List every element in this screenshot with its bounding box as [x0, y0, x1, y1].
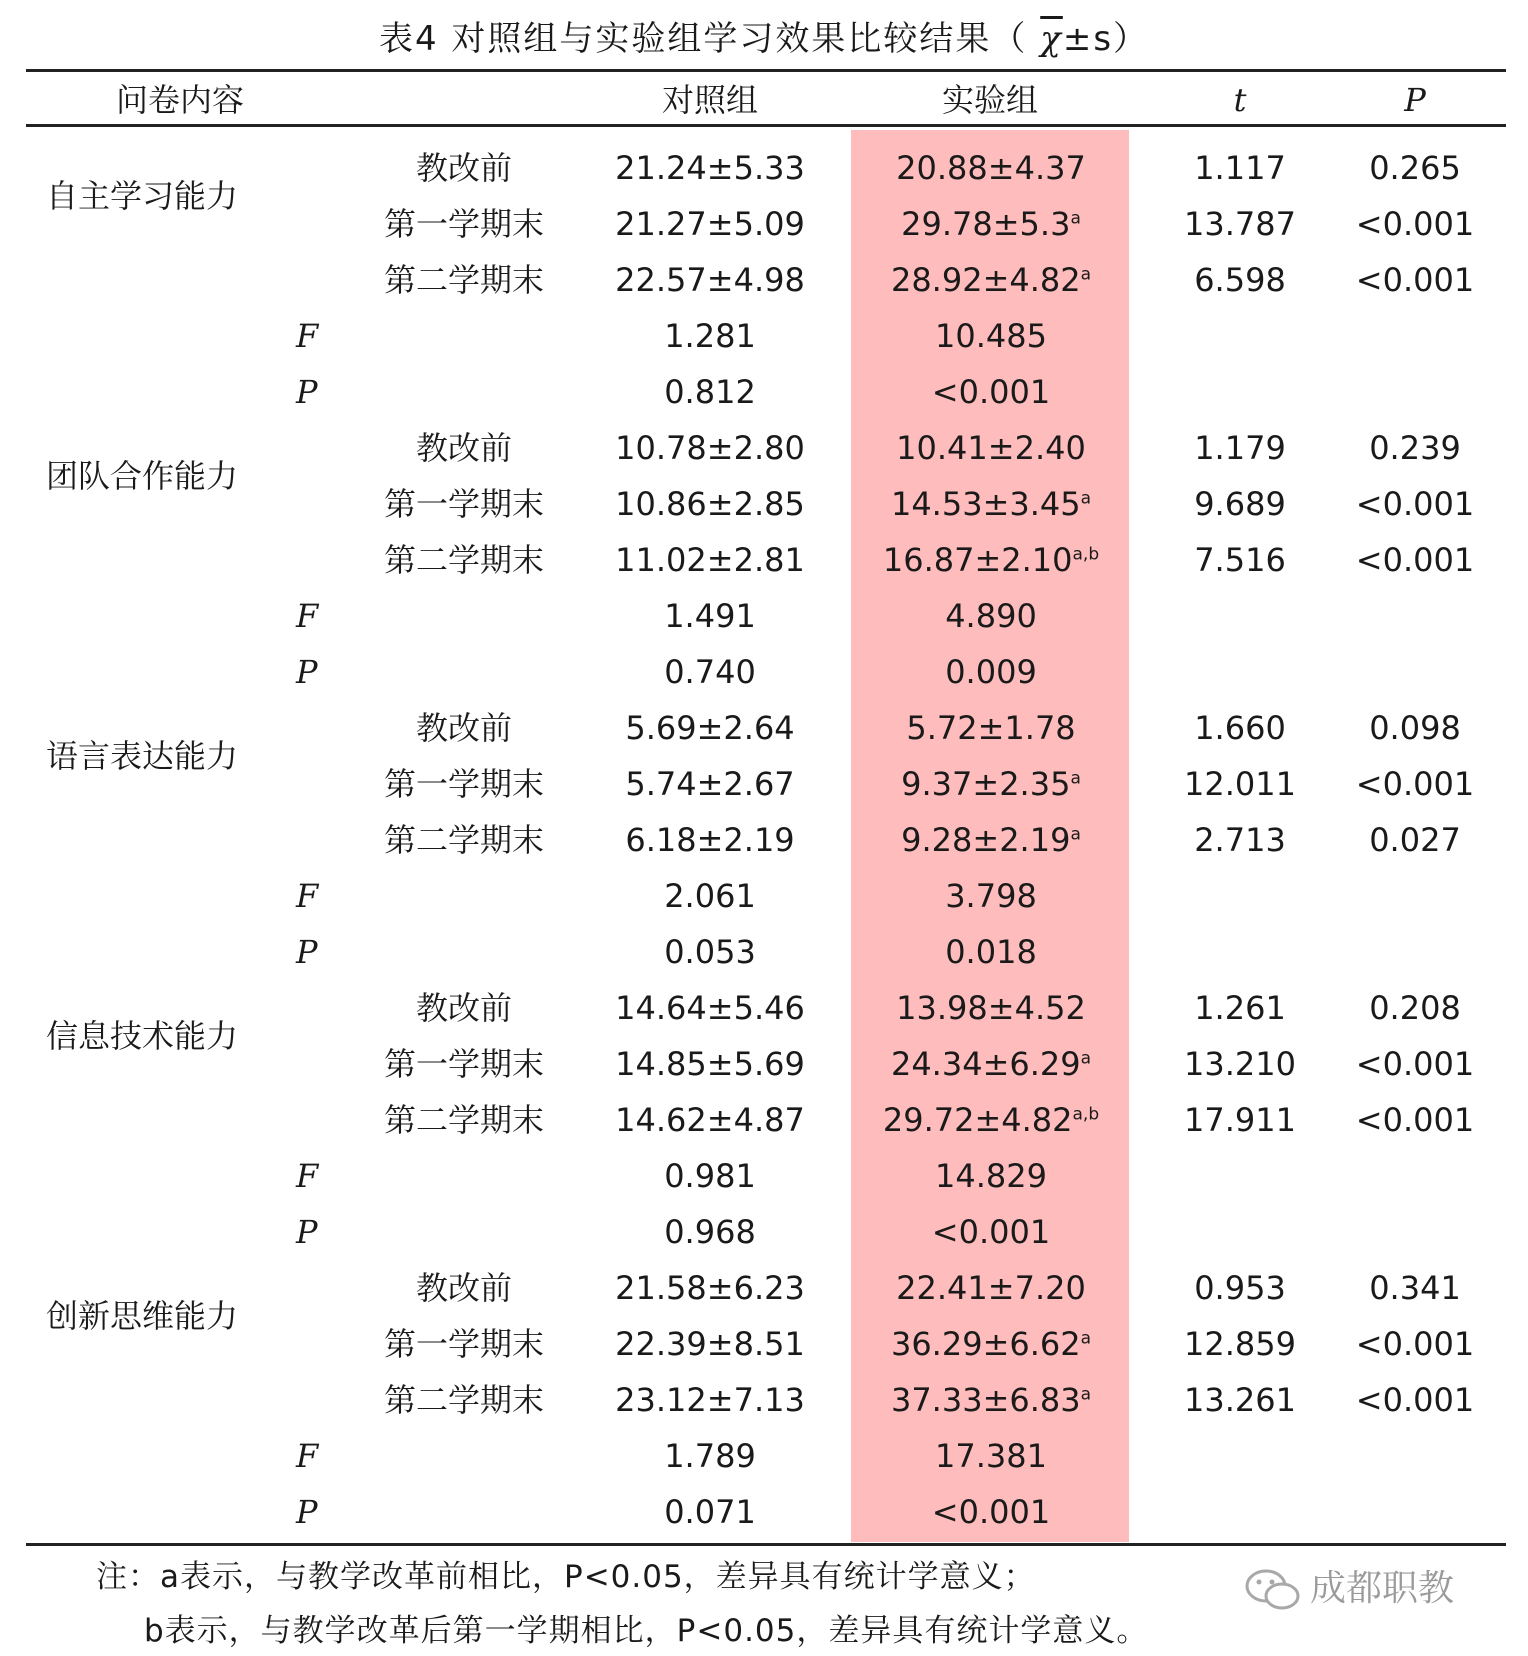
f-stat-control: 1.789 — [664, 1437, 756, 1475]
p-value: 0.208 — [1369, 989, 1461, 1027]
t-value: 6.598 — [1194, 261, 1286, 299]
p-stat-label: P — [296, 1213, 318, 1251]
group-label: 信息技术能力 — [46, 1017, 239, 1055]
significance-superscript: a,b — [1072, 1104, 1100, 1125]
significance-superscript: a — [1080, 1328, 1092, 1349]
p-value: <0.001 — [1355, 485, 1475, 523]
note-b: b表示，与教学改革后第一学期相比，P<0.05，差异具有统计学意义。 — [144, 1613, 1149, 1649]
header-t: t — [1233, 81, 1247, 119]
p-stat-experiment: <0.001 — [931, 373, 1051, 411]
control-value: 22.57±4.98 — [615, 261, 805, 299]
t-value: 13.210 — [1184, 1045, 1296, 1083]
experiment-value-text: 29.72±4.82 — [882, 1101, 1073, 1139]
p-stat-label: P — [296, 373, 318, 411]
experiment-value-text: 29.78±5.3 — [901, 205, 1071, 243]
t-value: 1.660 — [1194, 709, 1286, 747]
t-value: 1.117 — [1194, 149, 1286, 187]
control-value: 14.62±4.87 — [615, 1101, 805, 1139]
p-value: <0.001 — [1355, 1381, 1475, 1419]
p-value: 0.265 — [1369, 149, 1461, 187]
significance-superscript: a — [1080, 488, 1092, 509]
experiment-value — [871, 980, 1111, 1036]
control-value: 11.02±2.81 — [615, 541, 805, 579]
group-label: 语言表达能力 — [46, 737, 239, 775]
period-label: 教改前 — [415, 429, 512, 467]
f-stat-control: 1.491 — [664, 597, 756, 635]
experiment-value-text: 28.92±4.82 — [890, 261, 1081, 299]
p-value: 0.341 — [1369, 1269, 1461, 1307]
control-value: 21.24±5.33 — [615, 149, 805, 187]
p-stat-label: P — [296, 933, 318, 971]
p-value: <0.001 — [1355, 541, 1475, 579]
t-value: 1.179 — [1194, 429, 1286, 467]
group-label: 团队合作能力 — [46, 457, 239, 495]
f-stat-experiment: 14.829 — [935, 1157, 1047, 1195]
control-value: 10.78±2.80 — [615, 429, 805, 467]
f-stat-experiment: 3.798 — [945, 877, 1037, 915]
control-value: 14.85±5.69 — [615, 1045, 805, 1083]
significance-superscript: a — [1080, 1048, 1092, 1069]
f-stat-experiment: 17.381 — [935, 1437, 1047, 1475]
experiment-value-text: 13.98±4.52 — [896, 989, 1086, 1027]
p-stat-control: 0.071 — [664, 1493, 756, 1531]
p-stat-control: 0.740 — [664, 653, 756, 691]
significance-superscript: a — [1080, 264, 1092, 285]
experiment-value — [871, 532, 1111, 588]
experiment-value-text: 14.53±3.45 — [890, 485, 1081, 523]
control-value: 10.86±2.85 — [615, 485, 805, 523]
t-value: 13.787 — [1184, 205, 1296, 243]
control-value: 22.39±8.51 — [615, 1325, 805, 1363]
group-label: 创新思维能力 — [46, 1297, 239, 1335]
significance-superscript: a — [1070, 208, 1081, 229]
period-label: 第一学期末 — [383, 485, 544, 523]
experiment-value — [871, 1316, 1111, 1372]
p-value: <0.001 — [1355, 261, 1475, 299]
f-stat-label: F — [296, 1157, 319, 1195]
f-stat-control: 1.281 — [664, 317, 756, 355]
watermark: 成都职教 — [1244, 1558, 1454, 1620]
p-stat-control: 0.968 — [664, 1213, 756, 1251]
period-label: 教改前 — [415, 989, 512, 1027]
experiment-value-text: 37.33±6.83 — [890, 1381, 1081, 1419]
p-stat-control: 0.812 — [664, 373, 756, 411]
t-value: 1.261 — [1194, 989, 1286, 1027]
p-stat-experiment: <0.001 — [931, 1213, 1051, 1251]
header-content: 问卷内容 — [116, 81, 245, 119]
f-stat-label: F — [296, 317, 319, 355]
p-value: 0.098 — [1369, 709, 1461, 747]
t-value: 0.953 — [1194, 1269, 1286, 1307]
p-value: <0.001 — [1355, 1101, 1475, 1139]
p-stat-experiment: 0.018 — [945, 933, 1037, 971]
experiment-value-text: 16.87±2.10 — [882, 541, 1073, 579]
period-label: 教改前 — [415, 1269, 512, 1307]
period-label: 第一学期末 — [383, 1325, 544, 1363]
period-label: 第一学期末 — [383, 205, 544, 243]
experiment-value — [871, 140, 1111, 196]
control-value: 23.12±7.13 — [615, 1381, 805, 1419]
experiment-value — [871, 756, 1111, 812]
header-control: 对照组 — [661, 81, 758, 119]
experiment-value-text: 20.88±4.37 — [896, 149, 1086, 187]
f-stat-label: F — [296, 597, 319, 635]
note-a: 注：a表示，与教学改革前相比，P<0.05，差异具有统计学意义； — [96, 1559, 1036, 1595]
control-value: 21.58±6.23 — [615, 1269, 805, 1307]
f-stat-label: F — [296, 877, 319, 915]
p-value: 0.027 — [1369, 821, 1461, 859]
f-stat-control: 2.061 — [664, 877, 756, 915]
period-label: 第二学期末 — [383, 541, 544, 579]
significance-superscript: a,b — [1072, 544, 1100, 565]
experiment-value — [871, 420, 1111, 476]
experiment-value — [871, 1036, 1111, 1092]
period-label: 第一学期末 — [383, 1045, 544, 1083]
t-value: 12.011 — [1184, 765, 1296, 803]
experiment-value — [871, 196, 1111, 252]
control-value: 14.64±5.46 — [615, 989, 805, 1027]
f-stat-experiment: 4.890 — [945, 597, 1037, 635]
experiment-value — [871, 812, 1111, 868]
experiment-value-text: 9.37±2.35 — [901, 765, 1071, 803]
group-label: 自主学习能力 — [46, 177, 239, 215]
f-stat-experiment: 10.485 — [935, 317, 1047, 355]
experiment-value — [871, 1092, 1111, 1148]
t-value: 7.516 — [1194, 541, 1286, 579]
experiment-value — [871, 476, 1111, 532]
p-stat-experiment: 0.009 — [945, 653, 1037, 691]
significance-superscript: a — [1070, 824, 1081, 845]
header-experiment: 实验组 — [941, 81, 1038, 119]
header-p: P — [1404, 81, 1426, 119]
p-value: <0.001 — [1355, 1325, 1475, 1363]
p-stat-experiment: <0.001 — [931, 1493, 1051, 1531]
t-value: 2.713 — [1194, 821, 1286, 859]
period-label: 第二学期末 — [383, 1381, 544, 1419]
t-value: 13.261 — [1184, 1381, 1296, 1419]
wechat-logo-icon — [1244, 1568, 1302, 1612]
bottom-rule — [26, 1543, 1506, 1546]
control-value: 6.18±2.19 — [625, 821, 795, 859]
control-value: 5.74±2.67 — [625, 765, 795, 803]
period-label: 第二学期末 — [383, 821, 544, 859]
experiment-value-text: 24.34±6.29 — [890, 1045, 1081, 1083]
p-stat-control: 0.053 — [664, 933, 756, 971]
experiment-value — [871, 1260, 1111, 1316]
experiment-value-text: 10.41±2.40 — [896, 429, 1086, 467]
p-value: <0.001 — [1355, 765, 1475, 803]
period-label: 第二学期末 — [383, 1101, 544, 1139]
t-value: 9.689 — [1194, 485, 1286, 523]
experiment-value-text: 5.72±1.78 — [906, 709, 1076, 747]
experiment-value — [871, 700, 1111, 756]
experiment-value — [871, 252, 1111, 308]
experiment-value-text: 9.28±2.19 — [901, 821, 1071, 859]
p-value: 0.239 — [1369, 429, 1461, 467]
t-value: 12.859 — [1184, 1325, 1296, 1363]
period-label: 教改前 — [415, 149, 512, 187]
p-stat-label: P — [296, 653, 318, 691]
experiment-value — [871, 1372, 1111, 1428]
table-title: 表4 对照组与实验组学习效果比较结果（ $\overline{\chi}\pm s$） — [378, 19, 1150, 59]
p-value: <0.001 — [1355, 1045, 1475, 1083]
significance-superscript: a — [1080, 1384, 1092, 1405]
control-value: 21.27±5.09 — [615, 205, 805, 243]
period-label: 教改前 — [415, 709, 512, 747]
f-stat-label: F — [296, 1437, 319, 1475]
p-stat-label: P — [296, 1493, 318, 1531]
experiment-value-text: 36.29±6.62 — [890, 1325, 1081, 1363]
significance-superscript: a — [1070, 768, 1081, 789]
period-label: 第二学期末 — [383, 261, 544, 299]
p-value: <0.001 — [1355, 205, 1475, 243]
control-value: 5.69±2.64 — [625, 709, 795, 747]
t-value: 17.911 — [1184, 1101, 1296, 1139]
experiment-value-text: 22.41±7.20 — [896, 1269, 1086, 1307]
f-stat-control: 0.981 — [664, 1157, 756, 1195]
period-label: 第一学期末 — [383, 765, 544, 803]
